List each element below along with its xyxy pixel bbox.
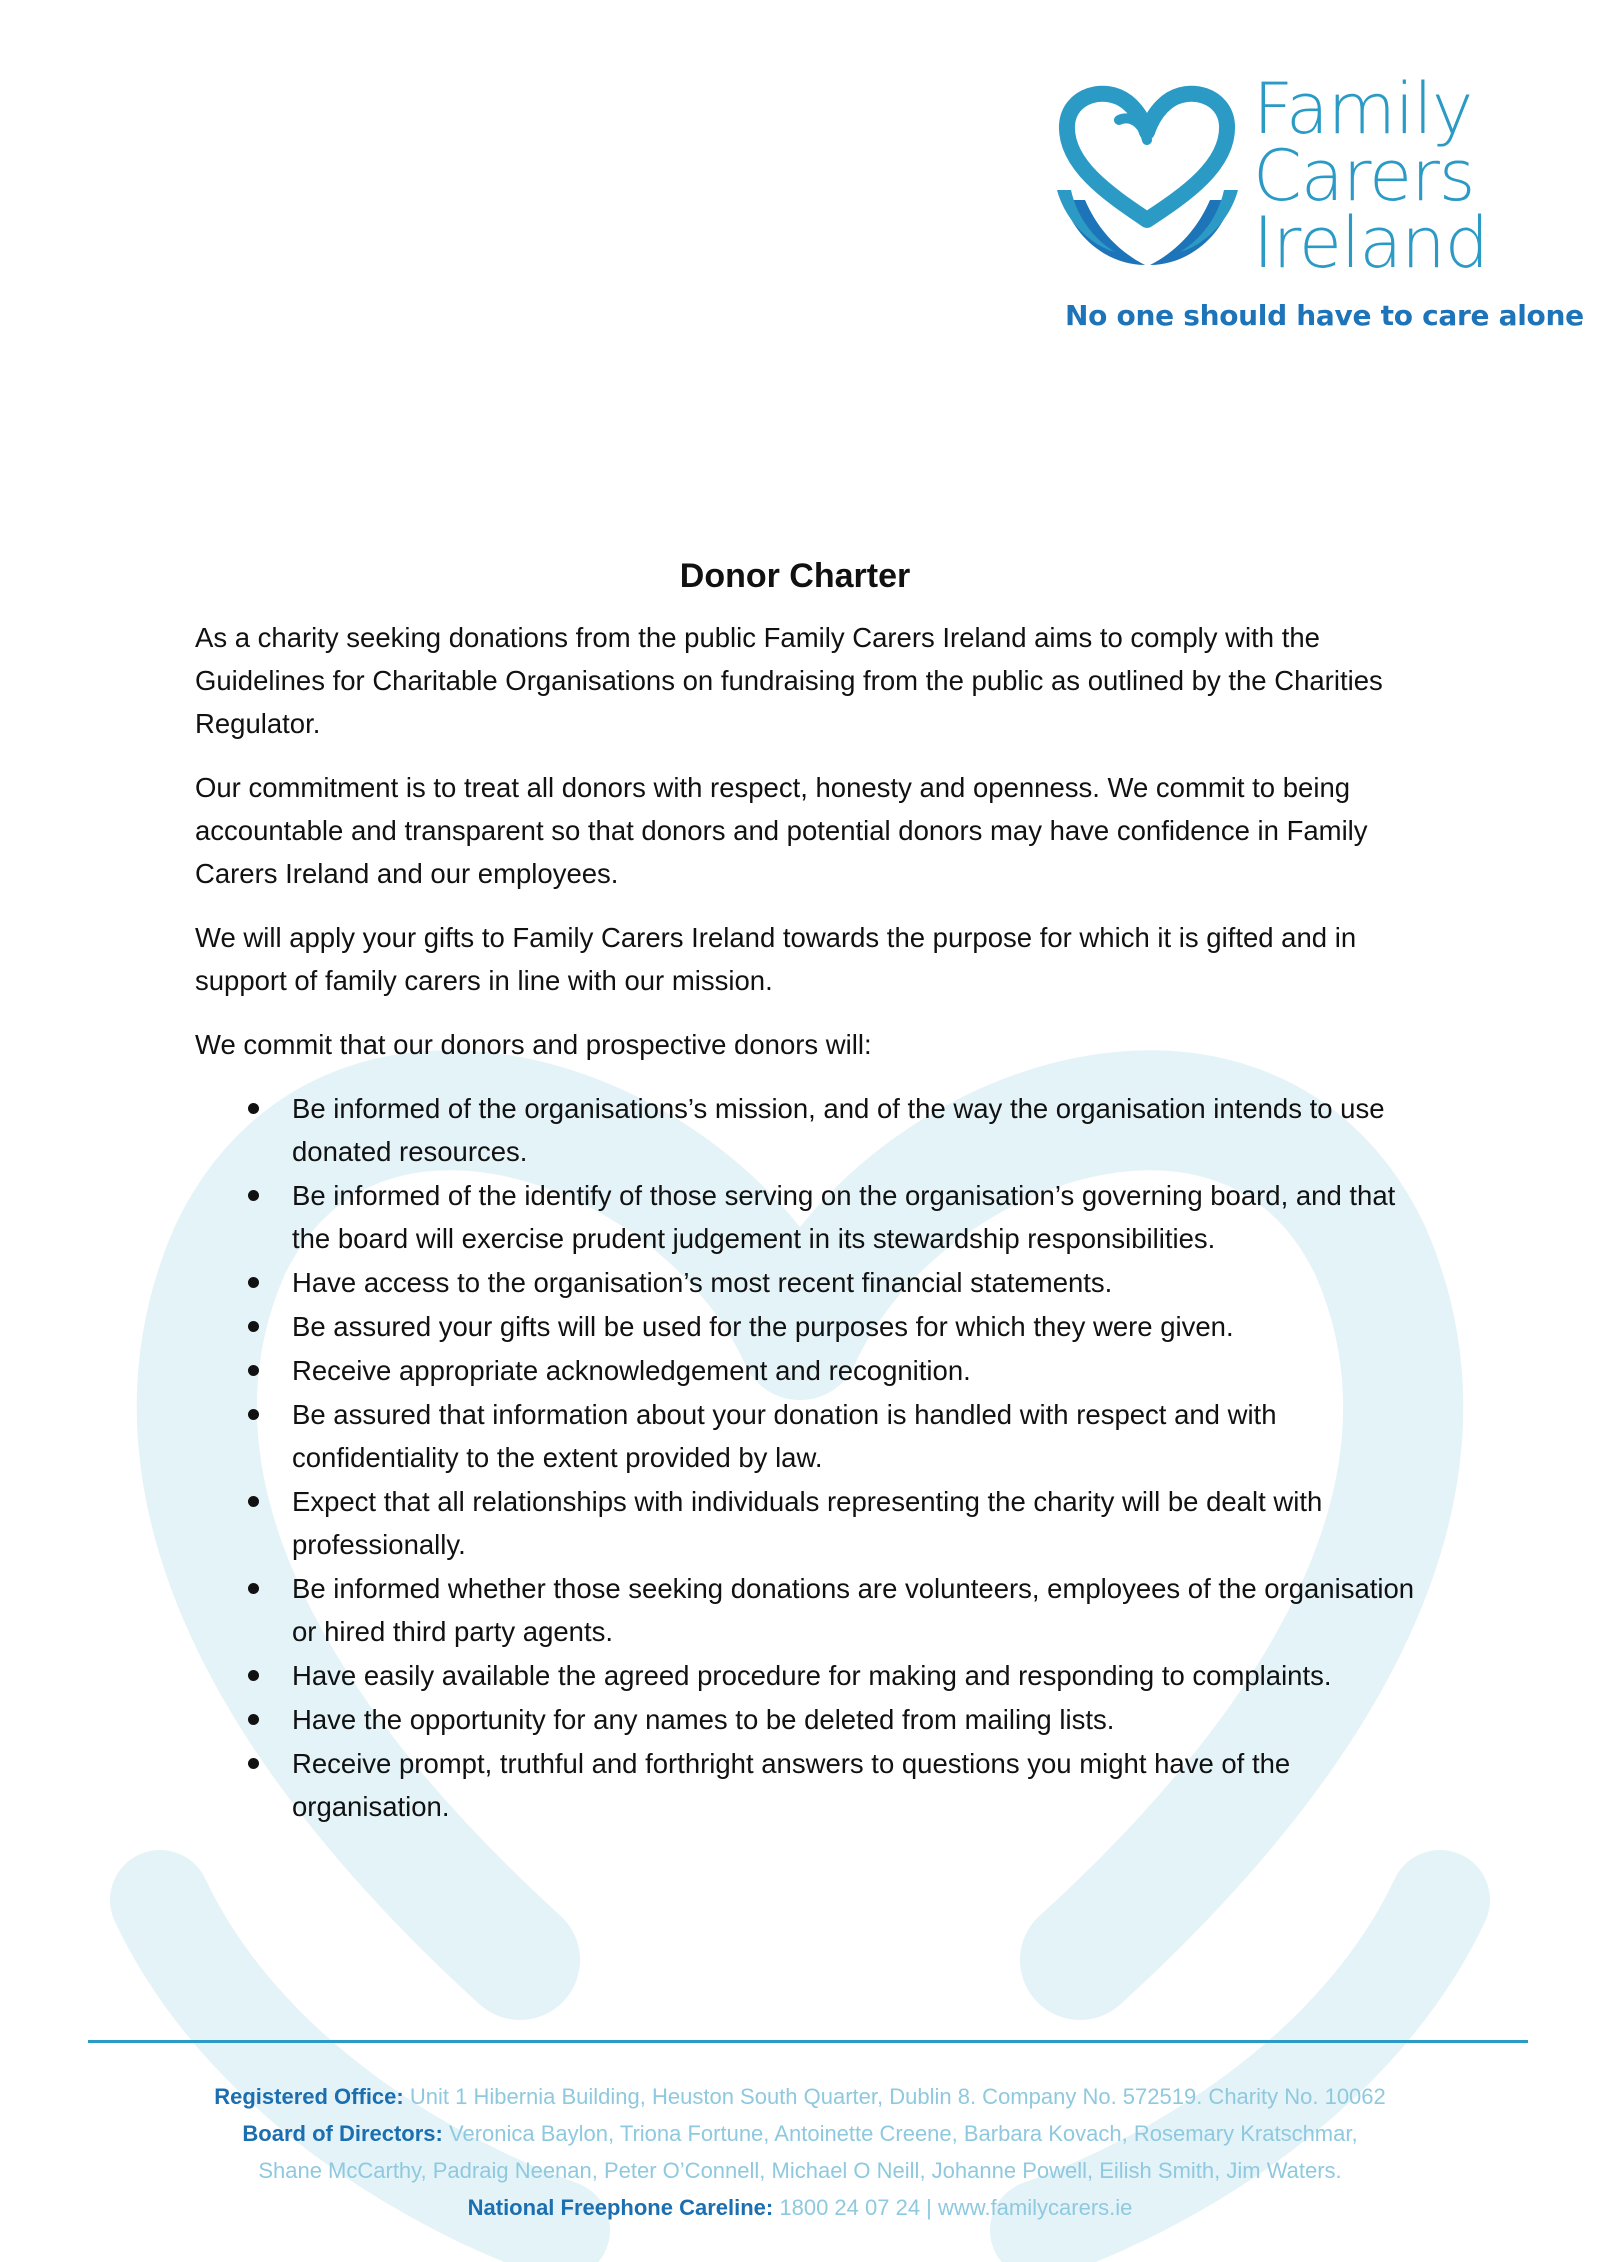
footer-board bbox=[0, 2115, 1600, 2152]
list-item bbox=[195, 1654, 1425, 1697]
heart-hands-icon bbox=[1055, 80, 1240, 280]
bullet-icon bbox=[248, 1103, 259, 1114]
bullet-icon bbox=[248, 1321, 259, 1332]
commitment-paragraph: Our commitment is to treat all donors with respect, honesty and openness. We commit to being accountable and transparent so that donors and potential donors may have confidence in Family Carers Ireland and our employees. bbox=[195, 772, 1368, 889]
footer-text bbox=[0, 2078, 1600, 2226]
list-item-text: Receive prompt, truthful and forthright answers to questions you might have of the organisation. bbox=[292, 1748, 1291, 1822]
careline-label: National Freephone Careline: bbox=[467, 2195, 774, 2220]
list-item bbox=[195, 1305, 1425, 1348]
intro-paragraph: As a charity seeking donations from the public Family Carers Ireland aims to comply with the Guidelines for Charitable Organisations on fundraising from the public as outlined by the Charities Regulator. bbox=[195, 622, 1383, 739]
bullet-icon bbox=[248, 1409, 259, 1420]
list-item-text: Be assured that information about your donation is handled with respect and with confidentiality to the extent provided by law. bbox=[292, 1399, 1277, 1473]
list-item bbox=[195, 1567, 1425, 1653]
list-item-text: Have access to the organisation’s most recent financial statements. bbox=[292, 1267, 1113, 1298]
bullet-icon bbox=[248, 1583, 259, 1594]
donor-rights-list bbox=[195, 1087, 1425, 1828]
list-item bbox=[195, 1349, 1425, 1392]
logo-tagline: No one should have to care alone bbox=[1065, 299, 1584, 332]
footer-careline bbox=[0, 2189, 1600, 2226]
logo-line-family: Family bbox=[1253, 68, 1473, 150]
list-item bbox=[195, 1174, 1425, 1260]
careline-value[interactable]: 1800 24 07 24 | www.familycarers.ie bbox=[779, 2195, 1133, 2220]
registered-office-label: Registered Office: bbox=[214, 2084, 404, 2109]
logo-line-carers: Carers bbox=[1253, 135, 1475, 217]
list-item bbox=[195, 1087, 1425, 1173]
bullet-icon bbox=[248, 1496, 259, 1507]
document-title: Donor Charter bbox=[679, 557, 911, 595]
registered-office-value: Unit 1 Hibernia Building, Heuston South Quarter, Dublin 8. Company No. 572519. Charity No. 10062 bbox=[409, 2084, 1386, 2109]
donors-commit-paragraph: We commit that our donors and prospective donors will: bbox=[195, 1029, 872, 1060]
logo-wordmark bbox=[1253, 68, 1489, 284]
bullet-icon bbox=[248, 1670, 259, 1681]
bullet-icon bbox=[248, 1714, 259, 1725]
list-item bbox=[195, 1480, 1425, 1566]
bullet-icon bbox=[248, 1758, 259, 1769]
list-item-text: Be informed of the organisations’s mission, and of the way the organisation intends to use donated resources. bbox=[292, 1093, 1385, 1167]
list-item-text: Be informed whether those seeking donations are volunteers, employees of the organisation or hired third party agents. bbox=[292, 1573, 1415, 1647]
gifts-paragraph: We will apply your gifts to Family Carers Ireland towards the purpose for which it is gifted and in support of family carers in line with our mission. bbox=[195, 922, 1357, 996]
list-item-text: Have easily available the agreed procedure for making and responding to complaints. bbox=[292, 1660, 1332, 1691]
bullet-icon bbox=[248, 1190, 259, 1201]
board-value-1: Veronica Baylon, Triona Fortune, Antoinette Creene, Barbara Kovach, Rosemary Kratschmar, bbox=[449, 2121, 1358, 2146]
bullet-icon bbox=[248, 1365, 259, 1376]
footer-divider bbox=[88, 2040, 1528, 2043]
list-item bbox=[195, 1393, 1425, 1479]
list-item bbox=[195, 1261, 1425, 1304]
list-item-text: Be informed of the identify of those serving on the organisation’s governing board, and that the board will exercise prudent judgement in its stewardship responsibilities. bbox=[292, 1180, 1396, 1254]
list-item bbox=[195, 1698, 1425, 1741]
document-body bbox=[195, 555, 1425, 1829]
logo-line-ireland: Ireland bbox=[1253, 202, 1489, 284]
footer-registered-office bbox=[0, 2078, 1600, 2115]
bullet-icon bbox=[248, 1277, 259, 1288]
list-item-text: Receive appropriate acknowledgement and recognition. bbox=[292, 1355, 971, 1386]
board-value-2: Shane McCarthy, Padraig Neenan, Peter O’Connell, Michael O Neill, Johanne Powell, Eilish Smith, Jim Waters. bbox=[258, 2158, 1342, 2183]
list-item-text: Expect that all relationships with individuals representing the charity will be dealt with professionally. bbox=[292, 1486, 1323, 1560]
list-item bbox=[195, 1742, 1425, 1828]
list-item-text: Have the opportunity for any names to be deleted from mailing lists. bbox=[292, 1704, 1115, 1735]
list-item-text: Be assured your gifts will be used for the purposes for which they were given. bbox=[292, 1311, 1234, 1342]
board-label: Board of Directors: bbox=[242, 2121, 443, 2146]
footer-board-continued bbox=[0, 2152, 1600, 2189]
family-carers-logo bbox=[1055, 68, 1584, 340]
